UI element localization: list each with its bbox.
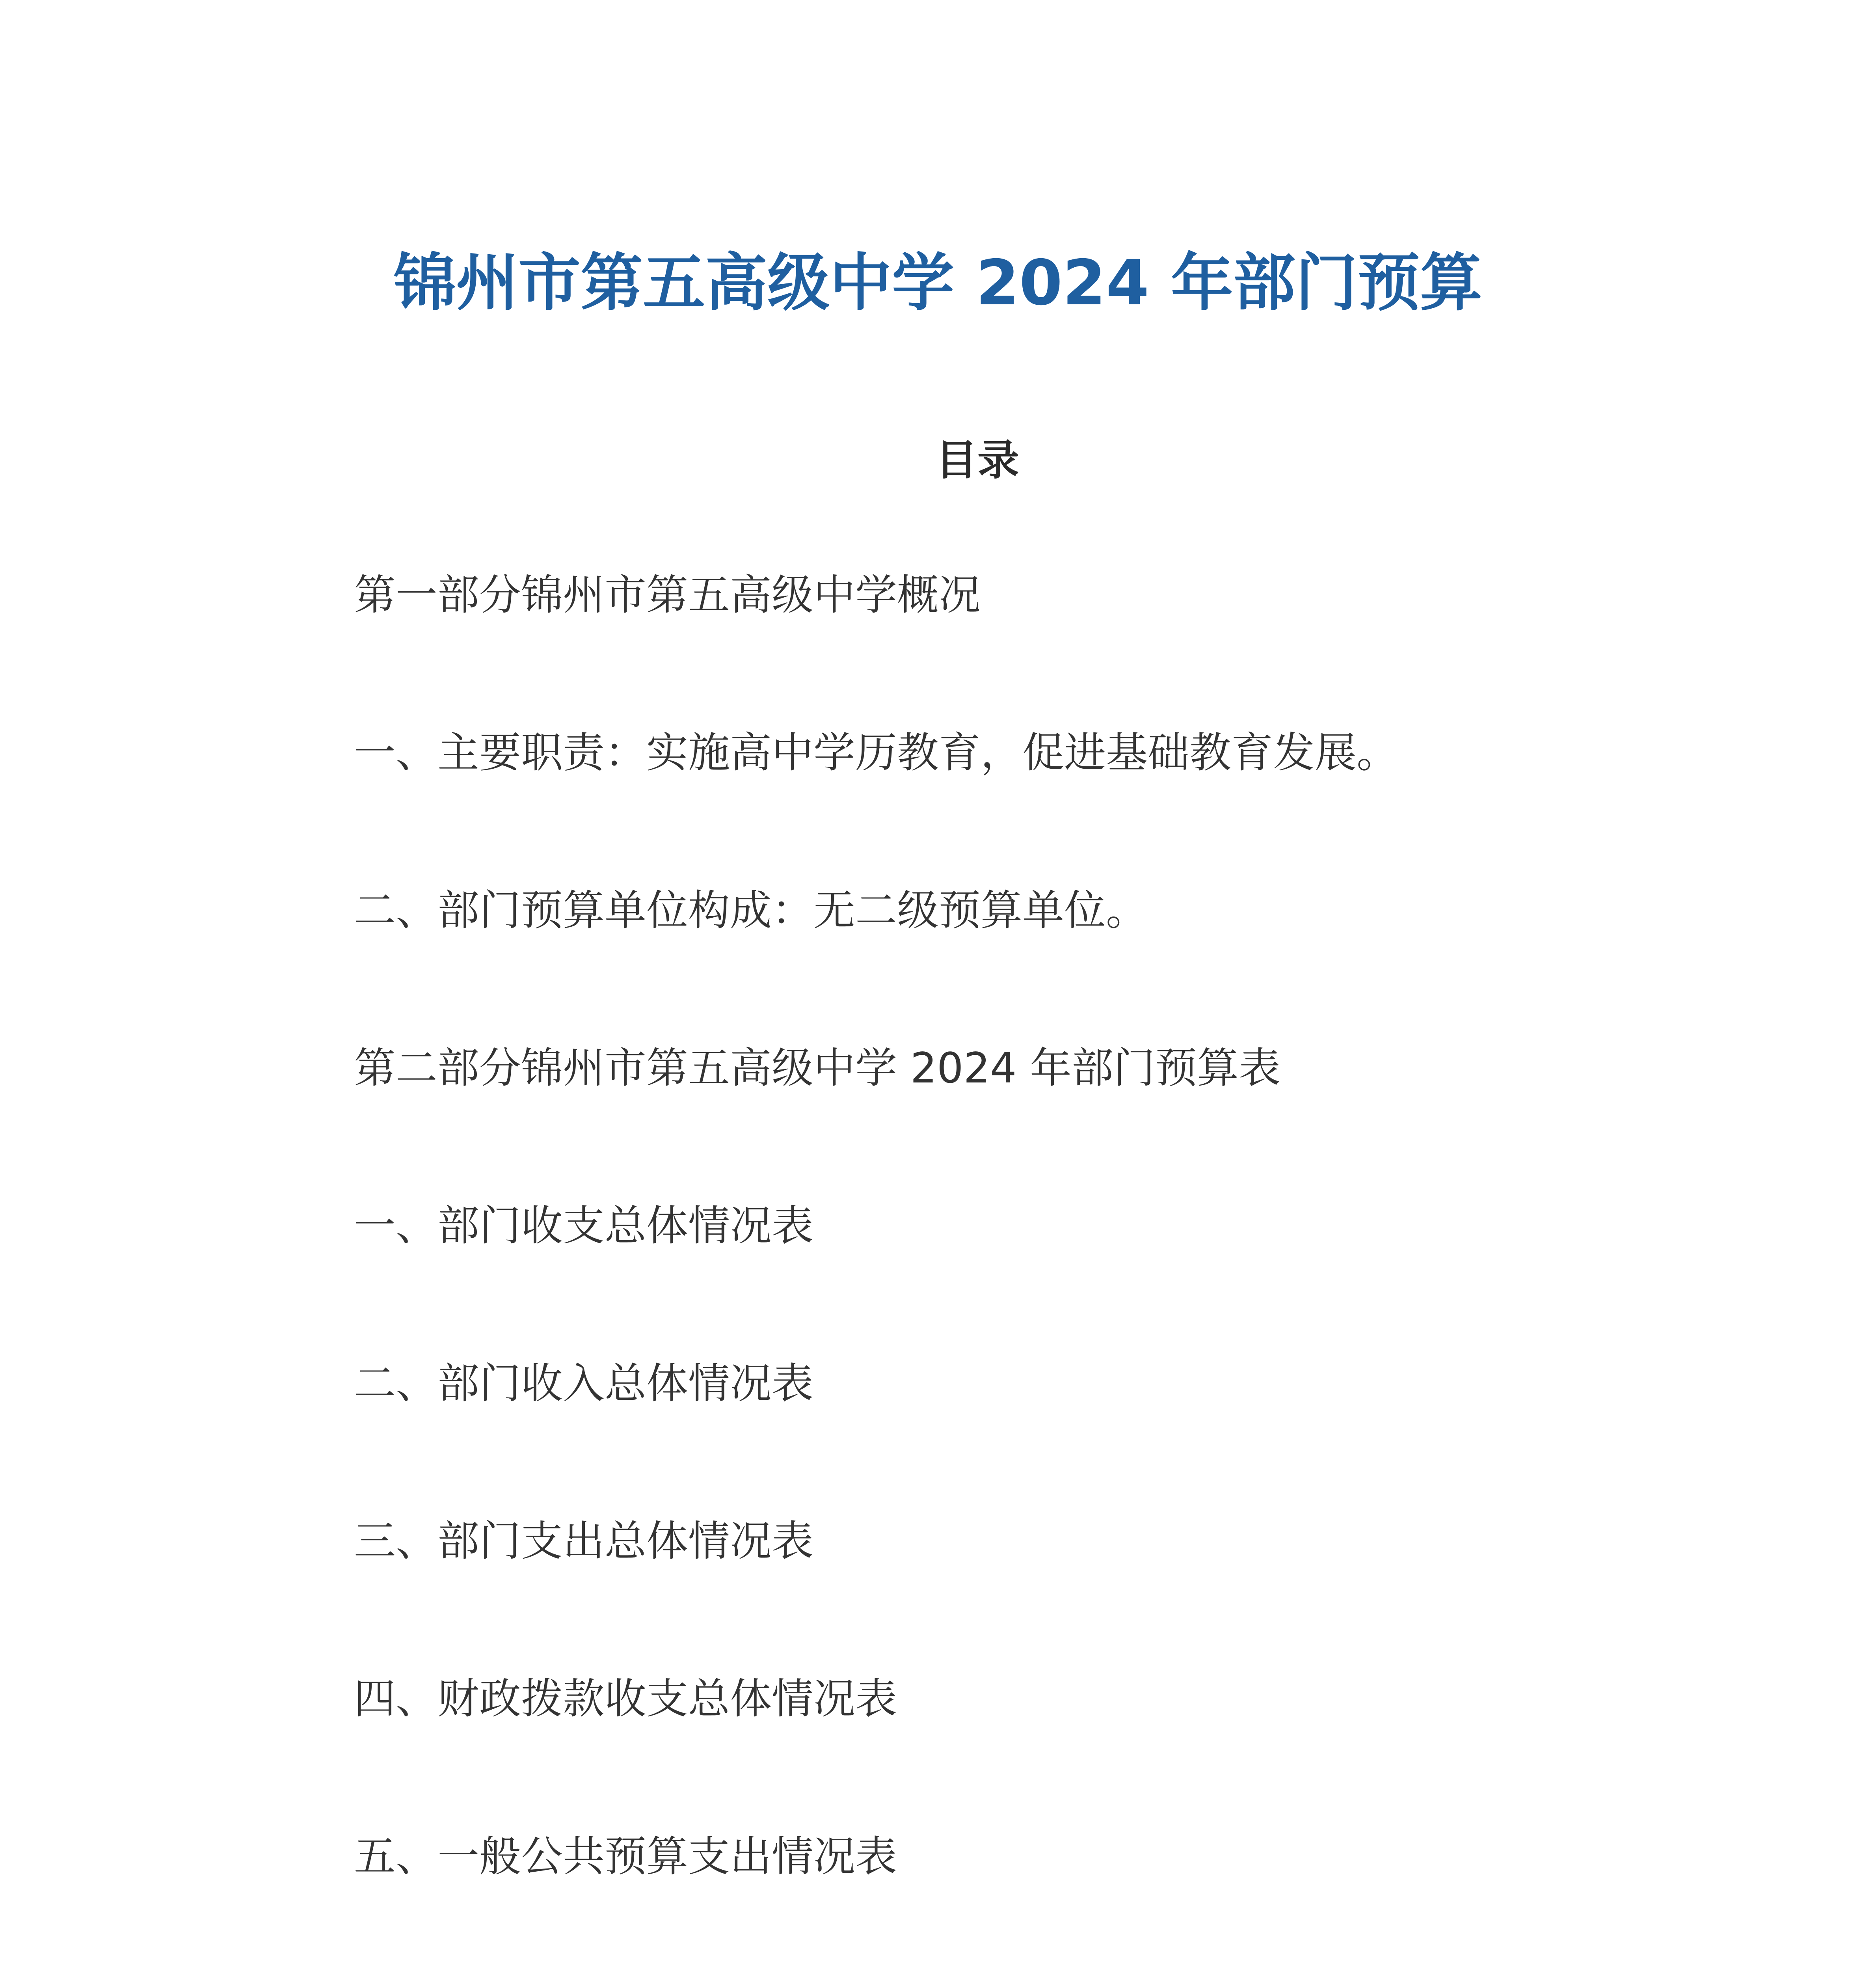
toc-item-main-duties: 一、主要职责：实施高中学历教育，促进基础教育发展。 xyxy=(354,728,1398,777)
toc-item-table-5: 五、一般公共预算支出情况表 xyxy=(354,1832,897,1881)
toc-heading: 目录 xyxy=(936,436,1019,484)
document-title: 锦州市第五高级中学 2024 年部门预算 xyxy=(394,247,1482,319)
toc-part-two: 第二部分锦州市第五高级中学 2024 年部门预算表 xyxy=(354,1044,1281,1092)
toc-item-table-4: 四、财政拨款收支总体情况表 xyxy=(354,1675,897,1723)
toc-part-one: 第一部分锦州市第五高级中学概况 xyxy=(354,571,981,619)
toc-item-table-1: 一、部门收支总体情况表 xyxy=(354,1202,813,1250)
toc-item-table-2: 二、部门收入总体情况表 xyxy=(354,1359,813,1408)
toc-item-unit-composition: 二、部门预算单位构成：无二级预算单位。 xyxy=(354,886,1148,935)
toc-item-table-3: 三、部门支出总体情况表 xyxy=(354,1517,813,1565)
